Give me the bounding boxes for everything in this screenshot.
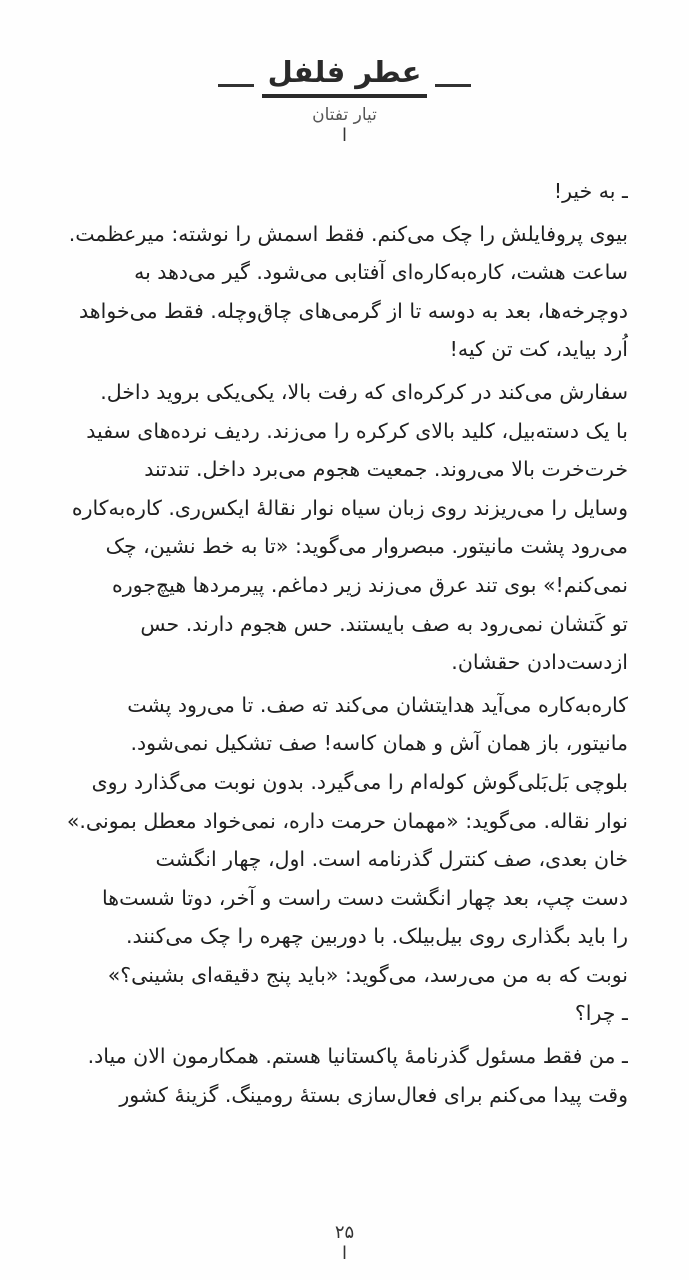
text-line: ـ چرا؟ bbox=[574, 1001, 628, 1026]
text-line: مانیتور، باز همان آش و همان کاسه! صف تشکیل نمی‌شود. bbox=[130, 731, 628, 756]
text-line: ـ من فقط مسئول گذرنامهٔ پاکستانیا هستم. همکارمون الان میاد. bbox=[87, 1044, 628, 1069]
text-line: ازدست‌دادن حقشان. bbox=[451, 650, 628, 675]
text-line: نوبت که به من می‌رسد، می‌گوید: «باید پنج دقیقه‌ای بشینی؟» bbox=[107, 962, 628, 987]
text-line: اُرد بیاید، کت تن کیه! bbox=[449, 337, 628, 362]
text-line: را باید بگذاری روی بیل‌بیلک. با دوربین چهره را چک می‌کنند. bbox=[125, 924, 628, 949]
footer-mark: ا bbox=[341, 1243, 347, 1264]
page-header bbox=[0, 52, 689, 146]
title-rule-left bbox=[218, 84, 254, 87]
page-number: ۲۵ bbox=[334, 1222, 355, 1243]
text-line: بیوی پروفایلش را چک می‌کنم. فقط اسمش را نوشته: میرعظمت. bbox=[68, 221, 628, 246]
page-footer bbox=[0, 1222, 689, 1264]
text-line: کاره‌به‌کاره می‌آید هدایتشان می‌کند ته صف. تا می‌رود پشت bbox=[127, 692, 628, 717]
page-body bbox=[66, 172, 628, 1114]
text-line: تو کَتشان نمی‌رود به صف بایستند. حس هجوم دارند. حس bbox=[140, 611, 628, 636]
book-title-row bbox=[0, 52, 689, 98]
text-line: وسایل را می‌ریزند روی زبان سیاه نوار نقالهٔ ایکس‌ری. کاره‌به‌کاره bbox=[71, 495, 628, 520]
text-line: دوچرخه‌ها، بعد به دوسه تا از گرمی‌های چاق‌وچله. فقط می‌خواهد bbox=[79, 298, 628, 323]
text-line: نمی‌کنم!» بوی تند عرق می‌زند زیر دماغم. پیرمردها هیچ‌جوره bbox=[112, 572, 628, 597]
chapter-mark: ا bbox=[341, 125, 347, 146]
text-line: با یک دسته‌بیل، کلید بالای کرکره را می‌زند. ردیف نرده‌های سفید bbox=[86, 418, 628, 443]
title-rule-right bbox=[435, 84, 471, 87]
text-line: ساعت هشت، کاره‌به‌کاره‌ای آفتابی می‌شود. گیر می‌دهد به bbox=[134, 260, 628, 285]
text-line: سفارش می‌کند در کرکره‌ای که رفت بالا، یکی‌یکی بروید داخل. bbox=[100, 379, 628, 404]
text-line: خرت‌خرت بالا می‌روند. جمعیت هجوم می‌برد داخل. تندتند bbox=[144, 457, 628, 482]
text-line: ـ به خیر! bbox=[553, 179, 628, 203]
text-line: دست چپ، بعد چهار انگشت دست راست و آخر، دوتا شست‌ها bbox=[102, 885, 628, 910]
text-line: می‌رود پشت مانیتور. مبصروار می‌گوید: «تا به خط نشین، چک bbox=[105, 534, 628, 559]
text-line: بلوچی بَل‌بَلی‌گوش کوله‌ام را می‌گیرد. بدون نوبت می‌گذارد روی bbox=[91, 769, 628, 794]
author-name: تیار تفتان bbox=[312, 105, 377, 125]
text-line: وقت پیدا می‌کنم برای فعال‌سازی بستهٔ رومینگ. گزینهٔ کشور bbox=[119, 1082, 628, 1107]
book-title: عطر فلفل bbox=[262, 52, 428, 98]
text-line: خان بعدی، صف کنترل گذرنامه است. اول، چهار انگشت bbox=[155, 847, 628, 872]
text-line: نوار نقاله. می‌گوید: «مهمان حرمت داره، نمی‌خواد معطل بمونی.» bbox=[66, 808, 628, 833]
